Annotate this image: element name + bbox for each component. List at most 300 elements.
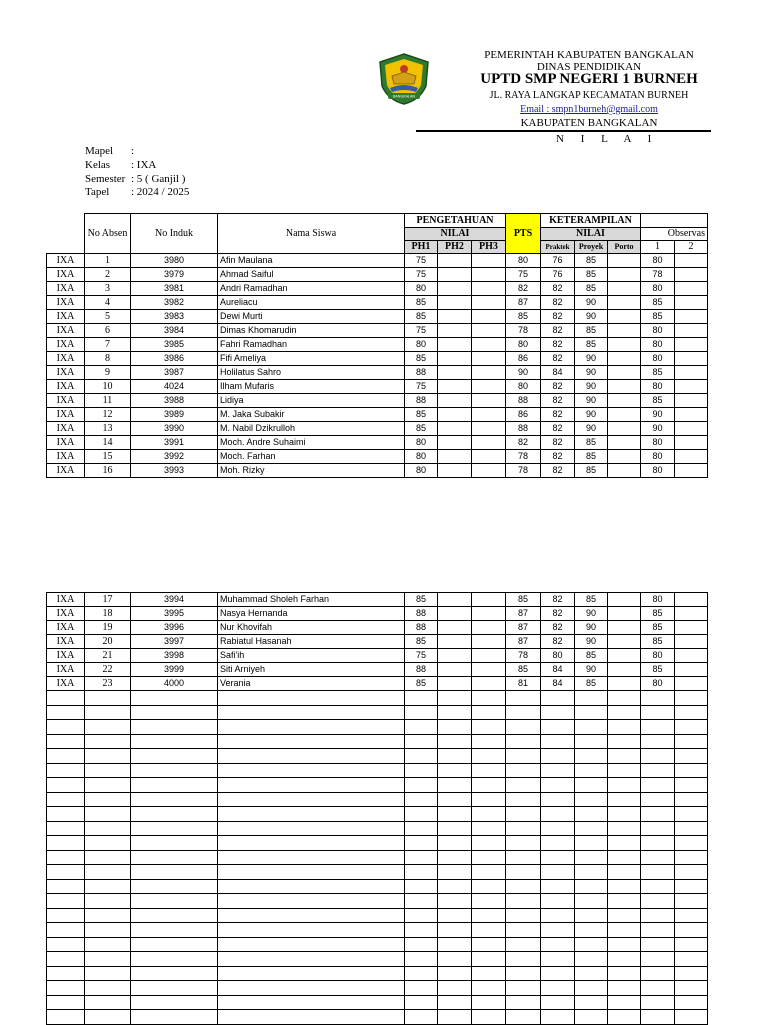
cell-pts: 81 [506, 677, 541, 691]
cell-obs-1 [641, 792, 675, 807]
cell-obs-1 [641, 995, 675, 1010]
cell-ph3 [472, 436, 506, 450]
cell-praktek [541, 879, 575, 894]
cell-praktek: 82 [541, 352, 575, 366]
cell-porto [608, 749, 641, 764]
header-observasi: Observas [641, 228, 708, 241]
cell-kelas: IXA [47, 450, 85, 464]
cell-praktek: 84 [541, 366, 575, 380]
cell-no-induk: 3987 [131, 366, 218, 380]
cell-obs-1 [641, 821, 675, 836]
cell-no-absen: 22 [85, 663, 131, 677]
cell-no-induk [131, 865, 218, 880]
cell-praktek [541, 821, 575, 836]
cell-nama-siswa: Lidiya [218, 394, 405, 408]
cell-obs-2 [675, 923, 708, 938]
header-praktek: Praktek [541, 241, 575, 254]
cell-nama-siswa [218, 763, 405, 778]
cell-ph3 [472, 720, 506, 735]
table-row [47, 894, 742, 909]
cell-ph3 [472, 422, 506, 436]
cell-praktek: 82 [541, 436, 575, 450]
cell-nama-siswa [218, 836, 405, 851]
cell-obs-2 [675, 436, 708, 450]
cell-proyek [575, 807, 608, 822]
cell-ph3 [472, 923, 506, 938]
cell-obs-1: 80 [641, 593, 675, 607]
cell-kelas: IXA [47, 621, 85, 635]
table-row [47, 324, 742, 338]
cell-nama-siswa: Muhammad Sholeh Farhan [218, 593, 405, 607]
cell-ph1: 88 [405, 663, 438, 677]
cell-no-induk: 3989 [131, 408, 218, 422]
cell-ph2 [438, 952, 472, 967]
cell-no-induk [131, 908, 218, 923]
cell-ph2 [438, 807, 472, 822]
cell-no-induk [131, 1010, 218, 1025]
cell-obs-2 [675, 352, 708, 366]
cell-praktek [541, 836, 575, 851]
meta-mapel [85, 146, 134, 157]
cell-obs-2 [675, 894, 708, 909]
tapel-label: Tapel [85, 186, 110, 198]
cell-ph1: 85 [405, 352, 438, 366]
cell-ph1: 75 [405, 649, 438, 663]
cell-porto [608, 792, 641, 807]
cell-no-absen: 4 [85, 296, 131, 310]
cell-obs-2 [675, 836, 708, 851]
cell-no-induk: 3996 [131, 621, 218, 635]
cell-praktek: 76 [541, 268, 575, 282]
cell-obs-1: 85 [641, 635, 675, 649]
cell-ph3 [472, 338, 506, 352]
cell-praktek: 82 [541, 450, 575, 464]
cell-ph3 [472, 408, 506, 422]
cell-no-induk: 3986 [131, 352, 218, 366]
kelas-label: Kelas [85, 159, 111, 171]
cell-obs-1: 85 [641, 663, 675, 677]
cell-no-induk [131, 749, 218, 764]
kelas-value: : IXA [131, 159, 157, 171]
cell-obs-2 [675, 821, 708, 836]
cell-porto [608, 352, 641, 366]
table-row [47, 282, 742, 296]
cell-ph1 [405, 981, 438, 996]
cell-pts [506, 705, 541, 720]
cell-ph2 [438, 649, 472, 663]
cell-obs-1 [641, 923, 675, 938]
cell-proyek: 85 [575, 324, 608, 338]
cell-nama-siswa: Nasya Hernanda [218, 607, 405, 621]
cell-obs-1 [641, 1010, 675, 1025]
cell-no-absen [85, 763, 131, 778]
cell-nama-siswa: Ahmad Saiful [218, 268, 405, 282]
cell-ph1 [405, 937, 438, 952]
cell-ph1: 75 [405, 268, 438, 282]
cell-ph2 [438, 879, 472, 894]
cell-ph3 [472, 792, 506, 807]
cell-obs-1 [641, 763, 675, 778]
cell-obs-2 [675, 879, 708, 894]
cell-nama-siswa: Moch. Andre Suhaimi [218, 436, 405, 450]
cell-ph2 [438, 422, 472, 436]
cell-kelas [47, 995, 85, 1010]
cell-obs-1: 85 [641, 366, 675, 380]
cell-proyek: 90 [575, 408, 608, 422]
cell-no-induk: 3980 [131, 254, 218, 268]
cell-obs-1: 90 [641, 422, 675, 436]
cell-no-induk [131, 879, 218, 894]
tapel-value: : 2024 / 2025 [131, 186, 190, 198]
cell-obs-1 [641, 850, 675, 865]
cell-pts: 85 [506, 310, 541, 324]
cell-praktek [541, 807, 575, 822]
cell-ph2 [438, 763, 472, 778]
cell-kelas [47, 749, 85, 764]
cell-pts: 87 [506, 621, 541, 635]
cell-praktek [541, 734, 575, 749]
cell-ph1: 85 [405, 635, 438, 649]
cell-praktek: 80 [541, 649, 575, 663]
cell-praktek: 82 [541, 310, 575, 324]
cell-obs-1 [641, 734, 675, 749]
cell-praktek [541, 705, 575, 720]
cell-ph3 [472, 635, 506, 649]
cell-porto [608, 310, 641, 324]
cell-pts [506, 821, 541, 836]
cell-proyek [575, 966, 608, 981]
cell-ph3 [472, 952, 506, 967]
cell-nama-siswa [218, 850, 405, 865]
cell-pts: 88 [506, 394, 541, 408]
cell-kelas: IXA [47, 380, 85, 394]
meta-semester [85, 174, 185, 185]
cell-nama-siswa [218, 865, 405, 880]
cell-proyek: 90 [575, 635, 608, 649]
cell-nama-siswa [218, 966, 405, 981]
cell-no-absen: 11 [85, 394, 131, 408]
cell-no-induk: 3995 [131, 607, 218, 621]
cell-nama-siswa: Ilham Mufaris [218, 380, 405, 394]
cell-ph1 [405, 778, 438, 793]
cell-obs-2 [675, 865, 708, 880]
semester-label: Semester [85, 173, 126, 185]
cell-ph2 [438, 408, 472, 422]
table-row [47, 1010, 742, 1025]
cell-no-absen [85, 952, 131, 967]
cell-no-absen: 18 [85, 607, 131, 621]
cell-proyek: 85 [575, 254, 608, 268]
cell-no-absen [85, 778, 131, 793]
header-blank-obs [641, 214, 675, 228]
cell-porto [608, 778, 641, 793]
cell-ph2 [438, 836, 472, 851]
cell-obs-2 [675, 749, 708, 764]
cell-ph2 [438, 621, 472, 635]
cell-nama-siswa: Aureliacu [218, 296, 405, 310]
cell-ph2 [438, 436, 472, 450]
cell-nama-siswa [218, 821, 405, 836]
cell-ph3 [472, 296, 506, 310]
mapel-label: Mapel [85, 145, 114, 157]
cell-proyek [575, 908, 608, 923]
cell-ph3 [472, 691, 506, 706]
cell-ph2 [438, 1010, 472, 1025]
cell-porto [608, 268, 641, 282]
email-link[interactable]: Email : smpn1burneh@gmail.com [520, 104, 658, 115]
cell-no-induk [131, 705, 218, 720]
cell-praktek [541, 981, 575, 996]
cell-obs-1 [641, 937, 675, 952]
table-row [47, 836, 742, 851]
cell-obs-2 [675, 607, 708, 621]
table-row [47, 691, 742, 706]
cell-proyek: 85 [575, 450, 608, 464]
cell-no-induk [131, 778, 218, 793]
cell-ph1 [405, 691, 438, 706]
cell-ph3 [472, 663, 506, 677]
cell-praktek: 84 [541, 663, 575, 677]
cell-ph2 [438, 720, 472, 735]
cell-no-absen: 21 [85, 649, 131, 663]
cell-obs-1: 80 [641, 436, 675, 450]
cell-obs-1: 85 [641, 607, 675, 621]
cell-obs-2 [675, 380, 708, 394]
table-row [47, 981, 742, 996]
cell-ph3 [472, 879, 506, 894]
cell-pts: 82 [506, 282, 541, 296]
cell-proyek: 90 [575, 310, 608, 324]
table-row [47, 663, 742, 677]
cell-praktek: 82 [541, 593, 575, 607]
cell-no-absen [85, 937, 131, 952]
cell-porto [608, 821, 641, 836]
cell-kelas [47, 691, 85, 706]
cell-porto [608, 663, 641, 677]
cell-ph2 [438, 865, 472, 880]
cell-nama-siswa: Afin Maulana [218, 254, 405, 268]
cell-obs-2 [675, 763, 708, 778]
cell-porto [608, 366, 641, 380]
cell-porto [608, 394, 641, 408]
cell-obs-1 [641, 836, 675, 851]
cell-porto [608, 621, 641, 635]
cell-nama-siswa [218, 691, 405, 706]
cell-porto [608, 464, 641, 478]
cell-nama-siswa [218, 923, 405, 938]
cell-obs-2 [675, 621, 708, 635]
cell-kelas [47, 923, 85, 938]
cell-ph1: 85 [405, 593, 438, 607]
cell-praktek: 82 [541, 394, 575, 408]
cell-ph1: 80 [405, 436, 438, 450]
cell-proyek: 85 [575, 282, 608, 296]
cell-no-absen: 5 [85, 310, 131, 324]
cell-ph2 [438, 734, 472, 749]
cell-proyek [575, 894, 608, 909]
header-no-absen: No Absen [85, 214, 131, 254]
cell-ph1: 88 [405, 394, 438, 408]
cell-obs-1: 80 [641, 464, 675, 478]
cell-obs-2 [675, 282, 708, 296]
cell-praktek: 82 [541, 296, 575, 310]
meta-tapel [85, 187, 189, 198]
cell-proyek: 85 [575, 436, 608, 450]
table-row [47, 749, 742, 764]
table-row [47, 908, 742, 923]
cell-pts [506, 807, 541, 822]
header-nilai-keterampilan: NILAI [541, 228, 641, 241]
cell-kelas: IXA [47, 422, 85, 436]
cell-praktek [541, 966, 575, 981]
cell-nama-siswa [218, 1010, 405, 1025]
cell-ph1 [405, 952, 438, 967]
cell-obs-2 [675, 268, 708, 282]
cell-obs-1: 80 [641, 338, 675, 352]
cell-pts: 86 [506, 408, 541, 422]
cell-praktek [541, 749, 575, 764]
cell-obs-1 [641, 749, 675, 764]
cell-no-absen: 3 [85, 282, 131, 296]
header-blank-obs2 [675, 214, 708, 228]
cell-no-absen: 19 [85, 621, 131, 635]
cell-ph2 [438, 296, 472, 310]
cell-proyek [575, 952, 608, 967]
cell-no-absen [85, 879, 131, 894]
table-row [47, 734, 742, 749]
cell-nama-siswa: Fifi Ameliya [218, 352, 405, 366]
table-row [47, 821, 742, 836]
cell-praktek: 82 [541, 380, 575, 394]
cell-no-absen [85, 807, 131, 822]
cell-obs-1: 85 [641, 310, 675, 324]
cell-praktek [541, 923, 575, 938]
cell-porto [608, 966, 641, 981]
cell-no-absen: 9 [85, 366, 131, 380]
cell-kelas [47, 952, 85, 967]
cell-obs-1: 80 [641, 352, 675, 366]
cell-obs-2 [675, 593, 708, 607]
table-row [47, 705, 742, 720]
cell-obs-1 [641, 952, 675, 967]
cell-no-absen [85, 705, 131, 720]
table-row [47, 778, 742, 793]
cell-kelas: IXA [47, 310, 85, 324]
cell-ph3 [472, 749, 506, 764]
cell-pts [506, 763, 541, 778]
cell-pts [506, 778, 541, 793]
cell-pts: 80 [506, 254, 541, 268]
cell-porto [608, 282, 641, 296]
cell-no-induk: 3982 [131, 296, 218, 310]
cell-no-induk [131, 807, 218, 822]
cell-proyek [575, 923, 608, 938]
cell-porto [608, 763, 641, 778]
cell-ph1: 75 [405, 254, 438, 268]
cell-proyek: 90 [575, 394, 608, 408]
cell-ph1 [405, 720, 438, 735]
cell-ph1: 88 [405, 607, 438, 621]
cell-ph1 [405, 821, 438, 836]
header-pts: PTS [506, 214, 541, 254]
cell-praktek [541, 778, 575, 793]
cell-proyek [575, 749, 608, 764]
cell-no-induk [131, 894, 218, 909]
cell-ph2 [438, 352, 472, 366]
cell-no-absen [85, 691, 131, 706]
cell-ph2 [438, 635, 472, 649]
cell-obs-2 [675, 254, 708, 268]
cell-obs-2 [675, 705, 708, 720]
cell-ph3 [472, 1010, 506, 1025]
cell-ph2 [438, 749, 472, 764]
cell-obs-1: 80 [641, 649, 675, 663]
cell-obs-2 [675, 324, 708, 338]
header-nama-siswa: Nama Siswa [218, 214, 405, 254]
cell-nama-siswa [218, 720, 405, 735]
cell-no-absen: 16 [85, 464, 131, 478]
cell-no-absen: 14 [85, 436, 131, 450]
school-logo [376, 52, 432, 106]
cell-kelas [47, 778, 85, 793]
cell-praktek [541, 763, 575, 778]
cell-proyek [575, 821, 608, 836]
cell-proyek: 90 [575, 663, 608, 677]
table-row [47, 436, 742, 450]
cell-kelas [47, 792, 85, 807]
cell-ph3 [472, 821, 506, 836]
cell-proyek [575, 778, 608, 793]
cell-no-absen [85, 734, 131, 749]
cell-pts [506, 1010, 541, 1025]
cell-pts: 80 [506, 380, 541, 394]
cell-praktek [541, 792, 575, 807]
cell-ph2 [438, 593, 472, 607]
cell-ph3 [472, 734, 506, 749]
header-porto: Porto [608, 241, 641, 254]
cell-no-induk [131, 995, 218, 1010]
cell-ph2 [438, 850, 472, 865]
cell-obs-2 [675, 937, 708, 952]
cell-porto [608, 981, 641, 996]
cell-ph1: 80 [405, 282, 438, 296]
table-row [47, 966, 742, 981]
cell-praktek [541, 691, 575, 706]
cell-pts [506, 894, 541, 909]
cell-ph3 [472, 593, 506, 607]
cell-no-induk [131, 966, 218, 981]
cell-praktek [541, 720, 575, 735]
cell-obs-1: 85 [641, 394, 675, 408]
cell-porto [608, 408, 641, 422]
mapel-value: : [131, 145, 135, 157]
cell-ph2 [438, 663, 472, 677]
header-ph2: PH2 [438, 241, 472, 254]
cell-ph1: 85 [405, 310, 438, 324]
cell-no-absen [85, 850, 131, 865]
cell-no-absen [85, 821, 131, 836]
cell-ph2 [438, 995, 472, 1010]
cell-kelas: IXA [47, 352, 85, 366]
cell-obs-1 [641, 908, 675, 923]
cell-pts [506, 836, 541, 851]
cell-ph2 [438, 677, 472, 691]
table-header-row-1 [47, 214, 742, 228]
cell-ph1 [405, 923, 438, 938]
table-row [47, 338, 742, 352]
cell-obs-1 [641, 865, 675, 880]
cell-porto [608, 720, 641, 735]
